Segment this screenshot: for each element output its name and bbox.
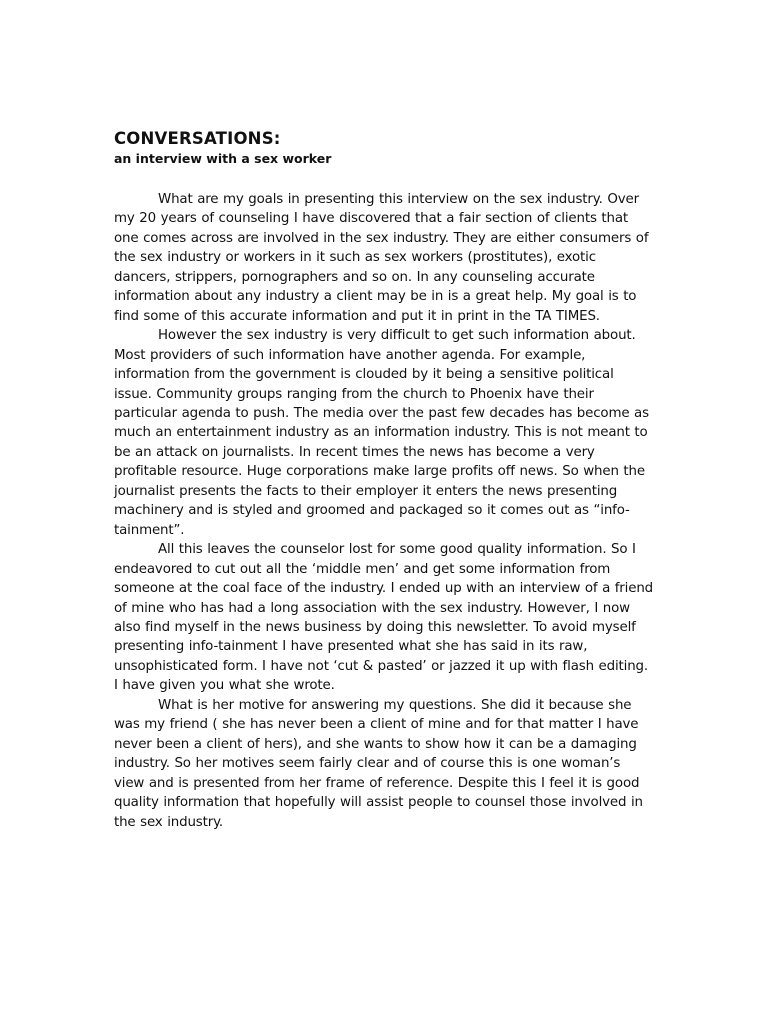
body-paragraph-motive: What is her motive for answering my questions. She did it because she was my friend ( she has never been a client of mine and for that matter I have never been a client of hers), and she wants to show how it can be a damaging industry. So her motives seem fairly clear and of course this is one woman’s view and is presented from her frame of reference. Despite this I feel it is good quality information that hopefully will assist people to counsel those involved in the sex industry. — [114, 697, 643, 830]
document-title: CONVERSATIONS: — [114, 129, 281, 148]
body-paragraph-approach: All this leaves the counselor lost for some good quality information. So I endeavored to cut out all the ‘middle men’ and get some information from someone at the coal face of the industry. I ended up with an interview of a friend of mine who has had a long association with the sex industry. However, I now also find myself in the news business by doing this newsletter. To avoid myself presenting info-tainment I have presented what she has said in its raw, unsophisticated form. I have not ‘cut & pasted’ or jazzed it up with flash editing. I have given you what she wrote. — [114, 542, 654, 694]
document-page — [114, 128, 654, 832]
document-subtitle: an interview with a sex worker — [114, 151, 332, 166]
body-paragraph-difficulty: However the sex industry is very difficult to get such information about. Most providers of such information have another agenda. For example, information from the government is clouded by it being a sensitive political issue. Community groups ranging from the church to Phoenix have their particular agenda to push. The media over the past few decades has become as much an entertainment industry as an information industry. This is not meant to be an attack on journalists. In recent times the news has become a very profitable resource. Huge corporations make large profits off news. So when the journalist presents the facts to their employer it enters the news presenting machinery and is styled and groomed and packaged so it comes out as “info-tainment”. — [114, 328, 649, 538]
body-paragraph-goals: What are my goals in presenting this interview on the sex industry. Over my 20 years of counseling I have discovered that a fair section of clients that one comes across are involved in the sex industry. They are either consumers of the sex industry or workers in it such as sex workers (prostitutes), exotic dancers, strippers, pornographers and so on. In any counseling accurate information about any industry a client may be in is a great help. My goal is to find some of this accurate information and put it in print in the TA TIMES. — [114, 192, 649, 324]
